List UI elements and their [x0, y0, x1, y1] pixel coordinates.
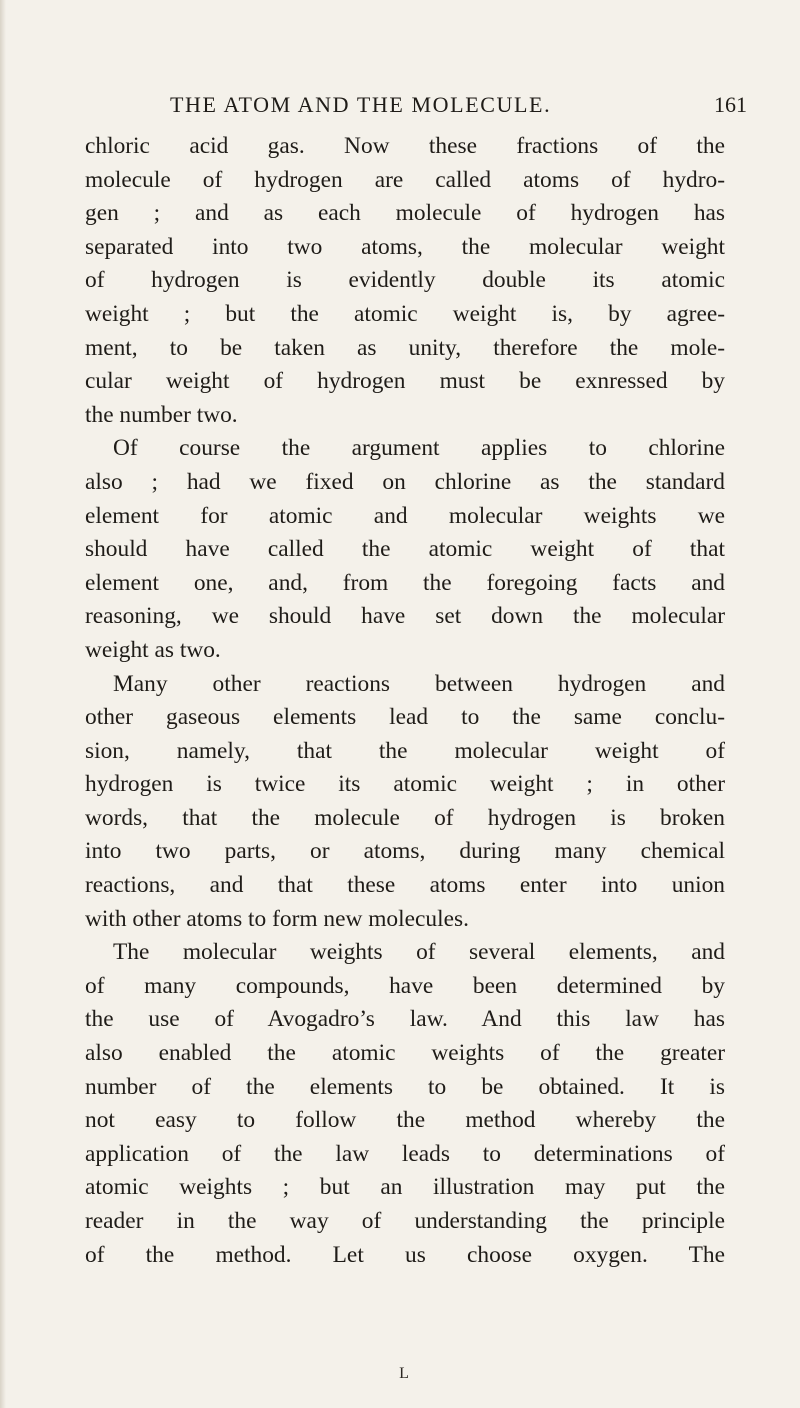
text-line: reactions, and that these atoms enter into union — [85, 872, 725, 899]
text-line: reader in the way of understanding the principle — [85, 1208, 725, 1234]
text-line: other gaseous elements lead to the same conclu- — [85, 704, 725, 731]
text-line: chloric acid gas. Now these fractions of the — [85, 133, 725, 159]
text-line: of many compounds, have been determined by — [85, 972, 725, 999]
text-line: sion, namely, that the molecular weight of — [85, 737, 725, 764]
running-title: THE ATOM AND THE MOLECULE. — [170, 92, 552, 117]
text-line: weight ; but the atomic weight is, by agree- — [85, 300, 725, 327]
text-line: of the method. Let us choose oxygen. The — [85, 1241, 725, 1268]
text-line: into two parts, or atoms, during many chemical — [85, 838, 725, 865]
text-line: ment, to be taken as unity, therefore the mole- — [85, 334, 725, 361]
text-line: with other atoms to form new molecules. — [85, 905, 469, 932]
text-line: element for atomic and molecular weights we — [85, 502, 725, 529]
signature-letter: L — [399, 1365, 409, 1382]
text-line: separated into two atoms, the molecular weight — [85, 233, 725, 260]
text-line: of hydrogen is evidently double its atomic — [85, 267, 725, 294]
text-line: molecule of hydrogen are called atoms of hydro- — [85, 166, 725, 193]
text-line: reasoning, we should have set down the molecular — [85, 603, 725, 630]
text-line: should have called the atomic weight of that — [85, 536, 725, 563]
text-line: the use of Avogadro’s law. And this law has — [85, 1006, 725, 1033]
text-line: number of the elements to be obtained. It is — [85, 1073, 725, 1100]
text-line: gen ; and as each molecule of hydrogen has — [85, 200, 725, 227]
text-line: cular weight of hydrogen must be exnressed by — [85, 368, 725, 395]
page-edge-shadow — [0, 0, 6, 1408]
text-line: application of the law leads to determinations of — [85, 1140, 725, 1167]
text-line: the number two. — [85, 401, 238, 428]
text-line: not easy to follow the method whereby the — [85, 1107, 725, 1134]
text-line: also enabled the atomic weights of the greater — [85, 1040, 725, 1067]
text-line: hydrogen is twice its atomic weight ; in other — [85, 771, 725, 798]
running-header — [0, 88, 800, 122]
page-number: 161 — [714, 92, 747, 117]
body-text — [85, 130, 725, 1272]
text-line: also ; had we fixed on chlorine as the standard — [85, 468, 725, 495]
text-line: element one, and, from the foregoing facts and — [85, 569, 725, 596]
text-line: words, that the molecule of hydrogen is broken — [85, 804, 725, 831]
signature-mark — [0, 1364, 800, 1384]
text-line: The molecular weights of several elements, and — [113, 939, 725, 966]
text-line: weight as two. — [85, 636, 221, 663]
text-line: atomic weights ; but an illustration may put the — [85, 1174, 725, 1201]
text-line: Many other reactions between hydrogen and — [113, 670, 725, 697]
text-line: Of course the argument applies to chlorine — [113, 435, 725, 462]
